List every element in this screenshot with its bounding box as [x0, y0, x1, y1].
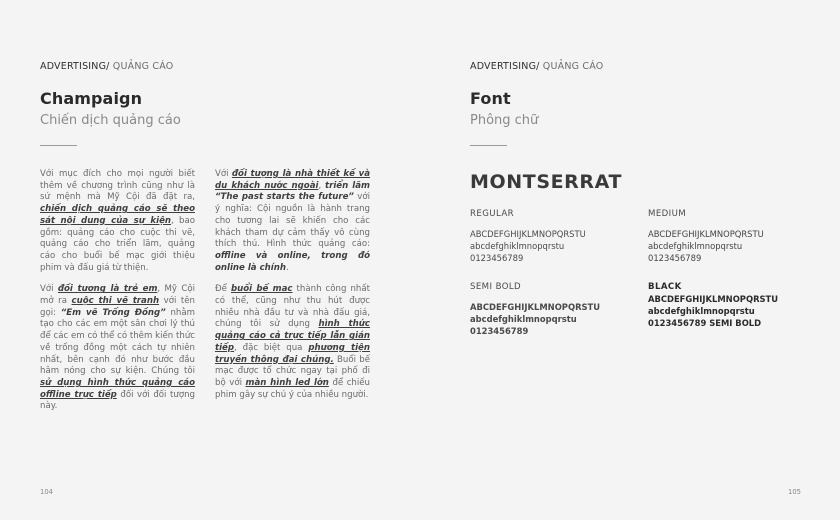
page-subtitle: Phông chữ	[470, 113, 539, 128]
page-number: 105	[788, 488, 801, 496]
paragraph	[215, 169, 370, 274]
sample-digits: 0123456789	[470, 253, 524, 263]
sample-lowercase: abcdefghiklmnopqrstu	[470, 314, 577, 324]
emphasis: phương tiện truyền thông đại chúng.	[215, 342, 370, 365]
text-column-2	[215, 169, 370, 411]
font-spec-semibold	[470, 282, 640, 337]
emphasis: màn hình led lớn	[245, 377, 329, 388]
section-label-main: ADVERTISING/	[40, 61, 113, 72]
emphasis: chiến dịch quảng cáo sẽ theo sát nội dung của sự kiện	[40, 204, 195, 226]
section-label-main: ADVERTISING/	[470, 61, 543, 72]
text-run: thành công nhất có thể, cũng như thu hút được nhiều nhà đầu tư và nhà đấu giá, chúng tôi sử dụng	[215, 284, 370, 330]
emphasis: triển lãm “The past starts the future”	[215, 180, 370, 203]
text-run: .	[285, 262, 289, 273]
text-run: Với mục đích cho mọi người biết thêm về chương trình cũng như là sứ mệnh mà Mỹ Cội đã đặt ra,	[40, 169, 195, 203]
section-label-sub: QUẢNG CÁO	[112, 61, 174, 72]
sample-digits: 0123456789	[648, 253, 702, 263]
text-run: ,	[318, 180, 325, 191]
sample-uppercase: ABCDEFGHIJKLMNOPQRSTU	[470, 229, 586, 239]
font-spec-regular	[470, 209, 640, 264]
text-run: với tên gọi:	[40, 296, 195, 318]
emphasis: buổi bế mạc	[230, 284, 293, 295]
paragraph	[40, 169, 195, 274]
title-divider	[40, 145, 77, 146]
weight-label: REGULAR	[470, 209, 514, 219]
section-label	[470, 61, 603, 72]
weight-label: SEMI BOLD	[470, 282, 522, 292]
page-title: Champaign	[40, 89, 143, 108]
section-label	[40, 61, 173, 72]
text-run: Buổi bế mạc được tổ chức ngay tại phố đi bộ với	[215, 354, 370, 388]
text-run: , bao gồm: quảng cáo cho cuộc thi vẽ, quảng cáo cho triển lãm, quảng cáo cho buổi bế mạc giới thiệu phim và đấu giá từ thiện.	[40, 215, 195, 273]
emphasis: “Em vẽ Trống Đồng”	[60, 307, 166, 318]
text-column-1	[40, 169, 195, 423]
text-run: để chiếu phim gây sự chú ý của nhiều người.	[215, 377, 371, 400]
sample-lowercase: abcdefghiklmnopqrstu	[470, 241, 565, 251]
emphasis: sử dụng hình thức quảng cáo offline trực tiếp	[40, 377, 195, 400]
text-run: đối với đối tượng này.	[40, 389, 195, 412]
text-run: , đặc biệt qua	[234, 342, 309, 353]
section-label-sub: QUẢNG CÁO	[542, 61, 604, 72]
font-spec-medium	[648, 209, 818, 264]
text-run: Với	[215, 169, 232, 179]
sample-lowercase: abcdefghiklmnopqrstu	[648, 241, 743, 251]
page-number: 104	[40, 488, 53, 496]
weight-label: BLACK	[648, 282, 682, 292]
sample-uppercase: ABCDEFGHIJKLMNOPQRSTU	[648, 229, 764, 239]
sample-lowercase: abcdefghiklmnopqrstu	[648, 306, 755, 316]
emphasis: đối tượng là nhà thiết kế và du khách nước ngoài	[215, 169, 370, 191]
right-page	[420, 0, 840, 520]
emphasis: hình thức quảng cáo cả trực tiếp lẫn gián tiếp	[215, 319, 370, 353]
emphasis: đối tượng là trẻ em	[57, 284, 158, 295]
title-divider	[470, 145, 507, 146]
font-family-name: MONTSERRAT	[470, 171, 623, 193]
text-run: Để	[215, 284, 231, 295]
emphasis: offline và online, trong đó online là chính	[215, 250, 370, 273]
emphasis: cuộc thi vẽ tranh	[71, 296, 160, 307]
sample-digits: 0123456789 SEMI BOLD	[648, 318, 762, 328]
page-title: Font	[470, 89, 511, 108]
paragraph	[215, 284, 370, 401]
weight-label: MEDIUM	[648, 209, 687, 219]
sample-uppercase: ABCDEFGHIJKLMNOPQRSTU	[648, 294, 779, 304]
font-spec-black	[648, 281, 818, 329]
text-run: nhằm tạo cho các em một sân chơi lý thú để các em có thể có thêm kiến thức về trống đồng một cách tự nhiên nhất, bên cạnh đó như bước đầu hâm nóng cho sự kiện. Chúng tôi	[40, 307, 195, 377]
text-run: , Mỹ Cội mở ra	[40, 284, 195, 307]
text-run: Với	[40, 284, 58, 295]
sample-digits: 0123456789	[470, 326, 529, 336]
page-subtitle: Chiến dịch quảng cáo	[40, 113, 181, 128]
sample-uppercase: ABCDEFGHIJKLMNOPQRSTU	[470, 302, 601, 312]
paragraph	[40, 284, 195, 413]
text-run: với ý nghĩa: Cội nguồn là hành trang cho tương lai sẽ khiến cho các khách tham dự cảm thấy vô cùng thích thú. Hình thức quảng cáo:	[215, 192, 370, 250]
